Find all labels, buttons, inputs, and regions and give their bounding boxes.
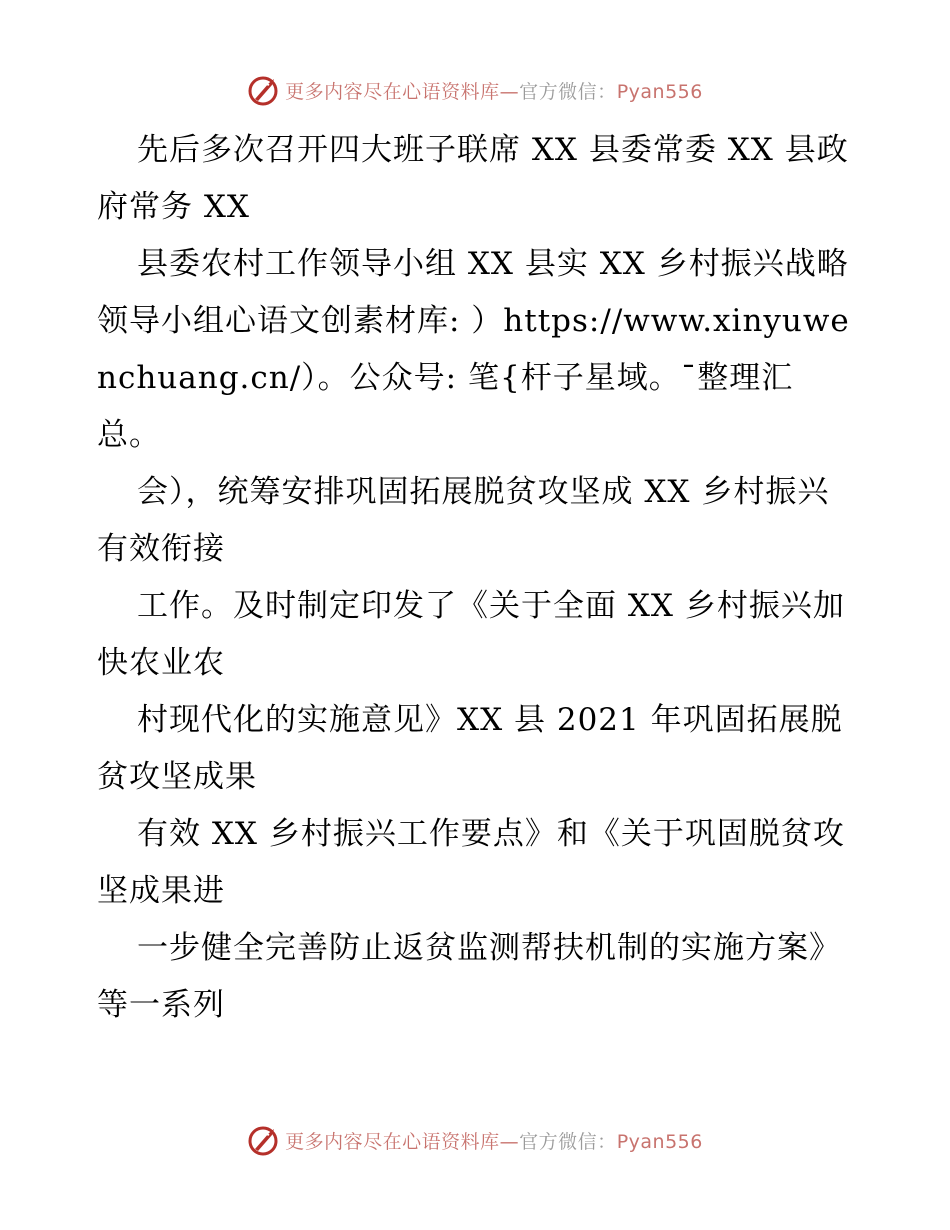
footer-watermark-banner: [0, 1120, 950, 1160]
pen-logo-icon: [247, 1123, 281, 1157]
paragraph: 有效 XX 乡村振兴工作要点》和《关于巩固脱贫攻坚成果进: [97, 816, 845, 909]
banner-wechat-label: 官方微信：: [519, 1130, 617, 1153]
paragraph: 先后多次召开四大班子联席 XX 县委常委 XX 县政府常务 XX: [97, 132, 849, 225]
banner-wechat-id: Pyan556: [616, 1130, 703, 1153]
banner-site-name: 更多内容尽在心语资料库: [285, 1130, 500, 1153]
pen-logo-icon: [247, 73, 281, 107]
paragraph: 工作。及时制定印发了《关于全面 XX 乡村振兴加快农业农: [97, 588, 845, 681]
banner-text: [285, 77, 703, 104]
paragraph: 县委农村工作领导小组 XX 县实 XX 乡村振兴战略领导小组心语文创素材库: ）https://www.xinyuwenchuang.cn/）。公众号: 笔{杆子星域。¯整理汇总。: [97, 246, 850, 453]
document-body: [97, 122, 853, 1034]
paragraph: 一步健全完善防止返贫监测帮扶机制的实施方案》等一系列: [97, 930, 841, 1023]
banner-wechat-id: Pyan556: [616, 80, 703, 103]
banner-wechat-label: 官方微信：: [519, 80, 617, 103]
paragraph: 会），统筹安排巩固拓展脱贫攻坚成 XX 乡村振兴有效衔接: [97, 474, 830, 567]
banner-dash: —: [499, 1130, 520, 1153]
banner-site-name: 更多内容尽在心语资料库: [285, 80, 500, 103]
header-watermark-banner: [0, 70, 950, 110]
banner-dash: —: [499, 80, 520, 103]
paragraph: 村现代化的实施意见》XX 县 2021 年巩固拓展脱贫攻坚成果: [97, 702, 843, 795]
banner-text: [285, 1127, 703, 1154]
